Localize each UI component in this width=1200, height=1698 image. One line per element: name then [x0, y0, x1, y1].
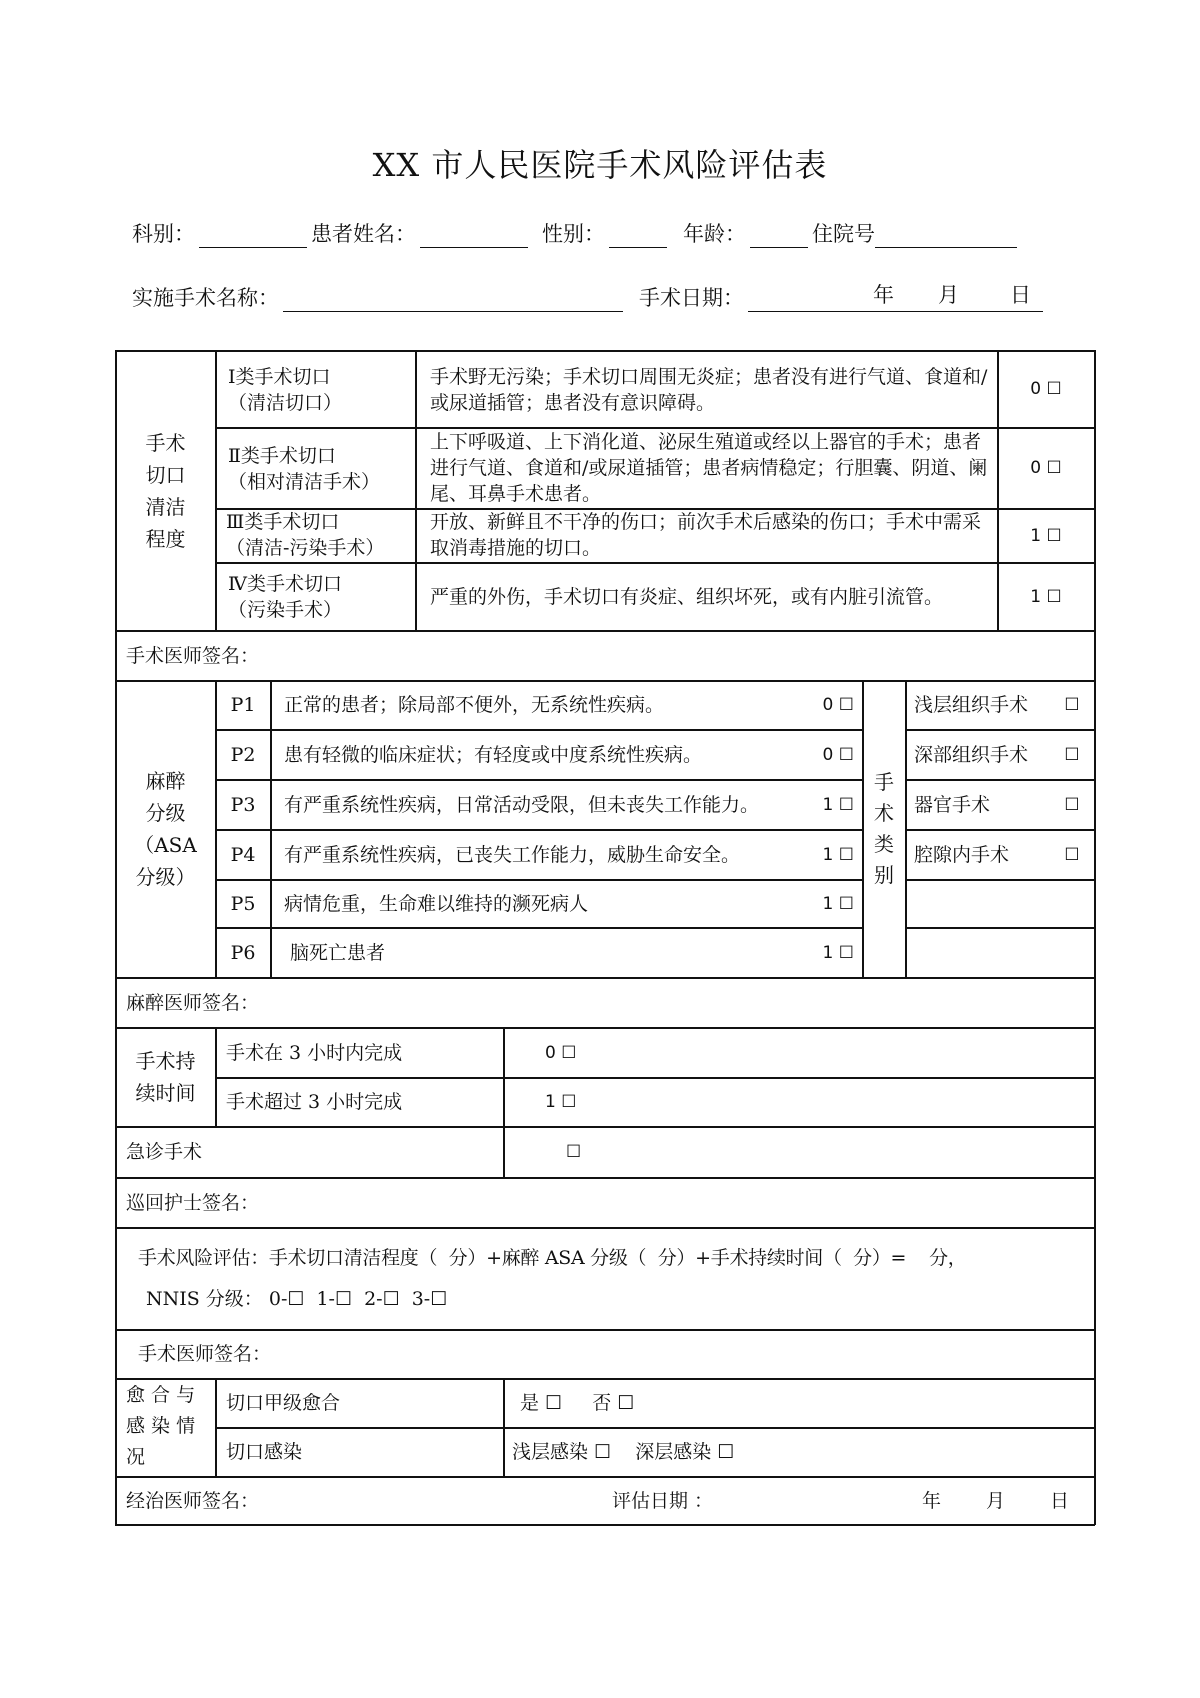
- admission-no-label: 住院号: [812, 222, 875, 246]
- category-superficial: 浅层组织手术: [914, 694, 1029, 716]
- incision-desc-2: 上下呼吸道、上下消化道、泌尿生殖道或经以上器官的手术；患者进行气道、食道和/或尿道插管；患者病情稳定；行胆囊、阴道、阑尾、耳鼻手术患者。: [430, 431, 988, 505]
- eval-month-label: 月: [986, 1489, 1006, 1512]
- incision-type-4: Ⅳ类手术切口 （污染手术）: [228, 573, 343, 621]
- infection-label: 切口感染: [226, 1441, 303, 1463]
- duration-over-3h: 手术超过 3 小时完成: [226, 1091, 403, 1113]
- asa-code-p4: P4: [230, 843, 256, 866]
- patient-name-label: 患者姓名：: [311, 222, 416, 246]
- nnis-grade[interactable]: NNIS 分级： 0-☐ 1-☐ 2-☐ 3-☐: [146, 1288, 448, 1310]
- incision-type-2: Ⅱ类手术切口 （相对清洁手术）: [228, 445, 381, 493]
- surgeon-sign-label-2: 手术医师签名：: [138, 1343, 272, 1365]
- asa-desc-p4: 有严重系统性疾病，已丧失工作能力，威胁生命安全。: [284, 843, 741, 866]
- emergency-label: 急诊手术: [126, 1141, 203, 1163]
- gender-field[interactable]: [609, 223, 667, 248]
- incision-desc-1: 手术野无污染；手术切口周围无炎症；患者没有进行气道、食道和/或尿道插管；患者没有意识障碍。: [430, 366, 988, 414]
- incision-section-label: 手术 切口 清洁 程度: [145, 430, 186, 551]
- eval-year-label: 年: [922, 1489, 942, 1512]
- patient-name-field[interactable]: [420, 223, 528, 248]
- asa-desc-p5: 病情危重，生命难以维持的濒死病人: [284, 892, 589, 915]
- category-deep-checkbox[interactable]: ☐: [1064, 744, 1080, 765]
- surgery-date-label: 手术日期：: [639, 286, 744, 310]
- gender-label: 性别：: [542, 222, 605, 246]
- department-field[interactable]: [199, 223, 307, 248]
- asa-score-p2[interactable]: 0 ☐: [822, 744, 854, 765]
- asa-desc-p1: 正常的患者；除局部不便外，无系统性疾病。: [284, 694, 665, 716]
- surgery-date-field[interactable]: [748, 285, 1043, 312]
- duration-within-3h-score[interactable]: 0 ☐: [545, 1042, 577, 1063]
- admission-no-field[interactable]: [875, 223, 1017, 248]
- incision-desc-4: 严重的外伤，手术切口有炎症、组织坏死，或有内脏引流管。: [430, 585, 944, 608]
- incision-score-4[interactable]: 1 ☐: [1030, 586, 1062, 607]
- month-label: 月: [938, 283, 959, 307]
- category-organ: 器官手术: [914, 793, 991, 816]
- incision-type-1: Ⅰ类手术切口 （清洁切口）: [228, 366, 343, 414]
- asa-score-p6[interactable]: 1 ☐: [822, 942, 854, 963]
- asa-score-p5[interactable]: 1 ☐: [822, 893, 854, 914]
- nurse-sign-label: 巡回护士签名：: [126, 1191, 260, 1214]
- category-superficial-checkbox[interactable]: ☐: [1064, 695, 1080, 715]
- asa-code-p6: P6: [230, 941, 256, 964]
- category-cavity: 腔隙内手术: [914, 843, 1010, 866]
- risk-formula: 手术风险评估：手术切口清洁程度（ 分）+麻醉 ASA 分级（ 分）+手术持续时间（ 分）= 分，: [138, 1247, 967, 1269]
- infection-options[interactable]: 浅层感染 ☐ 深层感染 ☐: [512, 1441, 735, 1463]
- page-title: XX 市人民医院手术风险评估表: [372, 146, 828, 184]
- asa-code-p3: P3: [230, 793, 256, 816]
- asa-score-p4[interactable]: 1 ☐: [822, 844, 854, 865]
- asa-score-p1[interactable]: 0 ☐: [822, 695, 854, 715]
- category-cavity-checkbox[interactable]: ☐: [1064, 844, 1080, 865]
- asa-section-label: 麻醉 分级 （ASA 分级）: [134, 769, 197, 889]
- healing-grade-a-options[interactable]: 是 ☐ 否 ☐: [520, 1392, 635, 1414]
- asa-code-p2: P2: [230, 743, 256, 766]
- asa-score-p3[interactable]: 1 ☐: [822, 794, 854, 815]
- surgery-category-label: 手 术 类 别: [874, 770, 894, 887]
- attending-sign-label: 经治医师签名：: [126, 1489, 260, 1512]
- eval-day-label: 日: [1050, 1489, 1070, 1512]
- incision-type-3: Ⅲ类手术切口 （清洁-污染手术）: [226, 511, 385, 559]
- category-deep: 深部组织手术: [914, 743, 1029, 766]
- eval-date-label: 评估日期 ：: [612, 1489, 714, 1512]
- year-label: 年: [873, 283, 894, 307]
- age-field[interactable]: [750, 223, 808, 248]
- duration-section-label: 手术持 续时间: [135, 1049, 196, 1105]
- anesthetist-sign-label: 麻醉医师签名：: [126, 991, 260, 1014]
- incision-desc-3: 开放、新鲜且不干净的伤口；前次手术后感染的伤口；手术中需采取消毒措施的切口。: [430, 511, 982, 559]
- surgery-name-label: 实施手术名称：: [132, 286, 279, 310]
- asa-code-p5: P5: [230, 892, 256, 915]
- asa-desc-p2: 患有轻微的临床症状；有轻度或中度系统性疾病。: [284, 743, 703, 766]
- day-label: 日: [1010, 283, 1031, 307]
- incision-score-3[interactable]: 1 ☐: [1030, 525, 1062, 546]
- emergency-checkbox[interactable]: ☐: [566, 1142, 582, 1162]
- incision-score-2[interactable]: 0 ☐: [1030, 458, 1062, 478]
- asa-desc-p3: 有严重系统性疾病，日常活动受限，但未丧失工作能力。: [284, 793, 760, 816]
- asa-code-p1: P1: [230, 694, 256, 716]
- healing-section-label: 愈 合 与 感 染 情 况: [126, 1384, 196, 1468]
- department-label: 科别：: [132, 222, 195, 246]
- duration-within-3h: 手术在 3 小时内完成: [226, 1041, 403, 1064]
- category-organ-checkbox[interactable]: ☐: [1064, 794, 1080, 815]
- surgery-name-field[interactable]: [283, 287, 623, 312]
- age-label: 年龄：: [683, 222, 746, 246]
- surgeon-sign-label: 手术医师签名：: [126, 644, 260, 667]
- healing-grade-a-label: 切口甲级愈合: [226, 1392, 341, 1414]
- incision-score-1[interactable]: 0 ☐: [1030, 379, 1062, 399]
- header-row-1: [132, 218, 1021, 248]
- asa-desc-p6: 脑死亡患者: [284, 941, 386, 964]
- duration-over-3h-score[interactable]: 1 ☐: [545, 1092, 577, 1112]
- header-row-2: [132, 282, 1043, 312]
